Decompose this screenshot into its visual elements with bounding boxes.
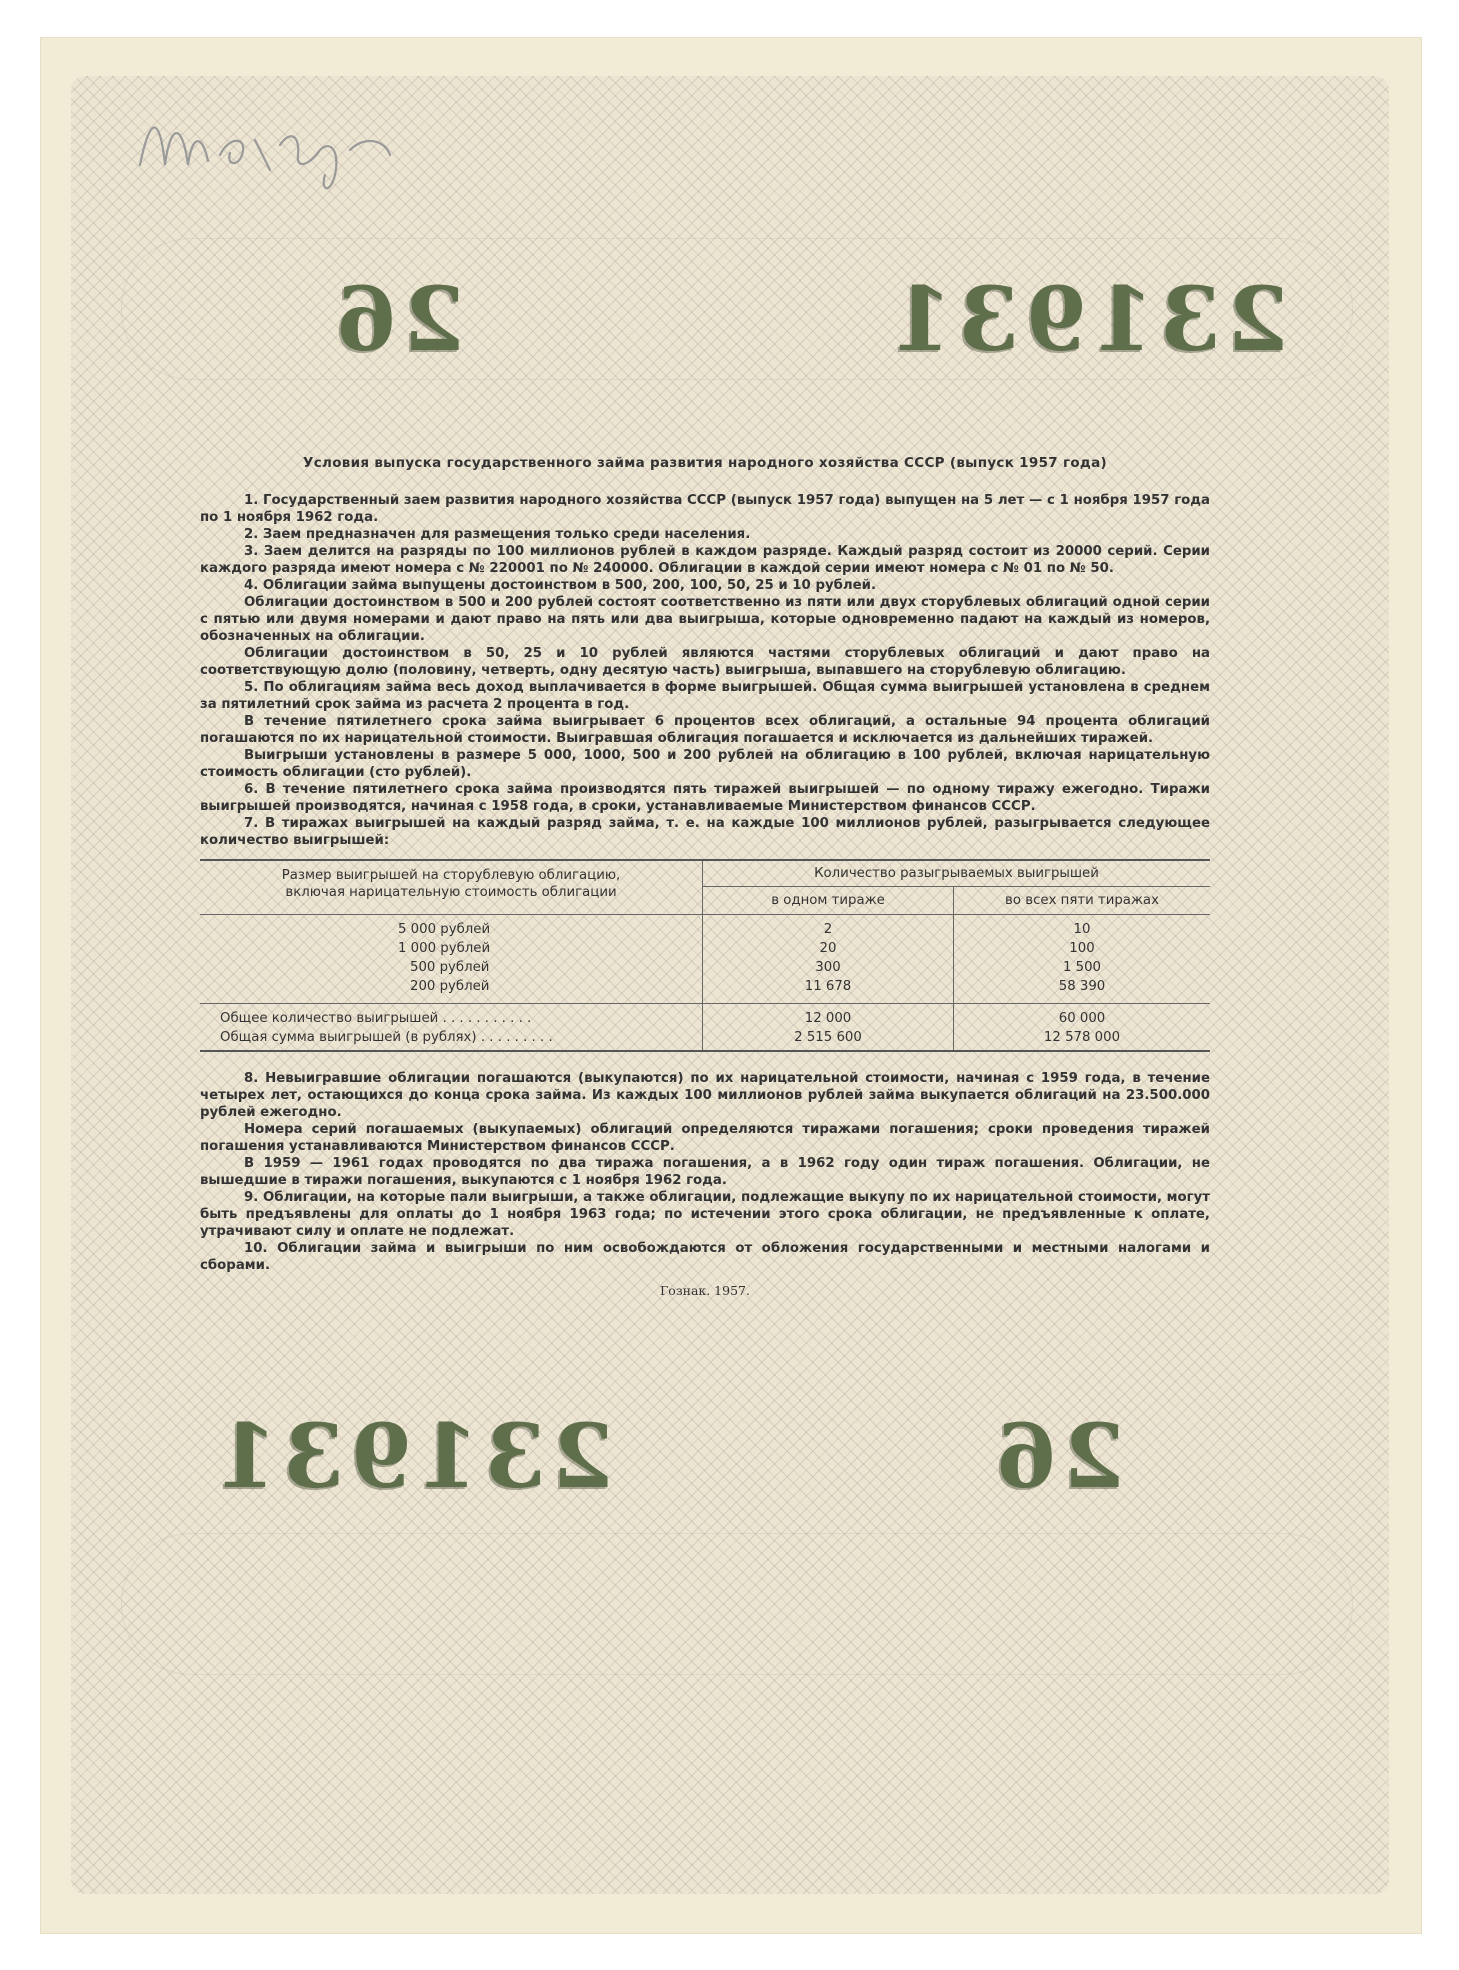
amount-cell: 200 рублей (410, 979, 490, 994)
one-draw-cell: 20 (703, 939, 954, 958)
table-total-row (200, 1028, 1210, 1051)
five-draws-header: во всех пяти тиражах (954, 887, 1211, 915)
paragraph: 9. Облигации, на которые пали выигрыши, а также облигации, подлежащие выкупу по их нарицательной стоимости, могут быть предъявлены для оплаты до 1 ноября 1963 года; по истечении этого срока облигации, не предъявленные к оплате, утрачивают силу и оплате не подлежат. (200, 1190, 1210, 1239)
five-draws-cell: 10 (954, 915, 1211, 940)
table-total-row (200, 1004, 1210, 1029)
table-row (200, 915, 1210, 940)
paragraph: Номера серий погашаемых (выкупаемых) облигаций определяются тиражами погашения; сроки проведения тиражей погашения устанавливаются Министерством финансов СССР. (200, 1122, 1210, 1154)
group-header: Количество разыгрываемых выигрышей (703, 860, 1211, 887)
bond-number-top: 231931 (885, 267, 1289, 371)
paragraph: Облигации достоинством в 50, 25 и 10 рублей являются частями сторублевых облигаций и дают право на соответствующую долю (половину, четверть, одну десятую часть) выигрыша, выпавшего на сторублевую облигацию. (200, 646, 1210, 678)
bond-number-bottom: 231931 (210, 1404, 614, 1508)
amount-header-line: включая нарицательную стоимость облигации (285, 885, 617, 900)
conditions-title: Условия выпуска государственного займа развития народного хозяйства СССР (выпуск 1957 года) (303, 455, 1107, 471)
table-row (200, 958, 1210, 977)
paragraph: 10. Облигации займа и выигрыши по ним освобождаются от обложения государственными и местными налогами и сборами. (200, 1241, 1210, 1273)
handwritten-signature (130, 95, 430, 205)
amount-cell: 1 000 рублей (398, 941, 491, 956)
paragraph: 6. В течение пятилетнего срока займа производятся пять тиражей выигрышей — по одному тиражу ежегодно. Тиражи выигрышей производятся, начиная с 1958 года, в сроки, устанавливаемые Министерством финансов СССР. (200, 782, 1210, 814)
background-band-bottom (121, 1533, 1353, 1675)
total-five-draws: 12 578 000 (954, 1028, 1211, 1051)
one-draw-cell: 11 678 (703, 977, 954, 1004)
total-one-draw: 12 000 (703, 1004, 954, 1029)
paragraph: В течение пятилетнего срока займа выигрывает 6 процентов всех облигаций, а остальные 94 процента облигаций погашаются по их нарицательной стоимости. Выигравшая облигация погашается и исключается из дальнейших тиражей. (200, 714, 1210, 746)
one-draw-cell: 300 (703, 958, 954, 977)
winnings-table (200, 859, 1210, 1052)
series-number-bottom: 26 (990, 1404, 1125, 1508)
paragraph: Выигрыши установлены в размере 5 000, 1000, 500 и 200 рублей на облигацию в 100 рублей, включая нарицательную стоимость облигации (сто рублей). (200, 748, 1210, 780)
paragraph: 7. В тиражах выигрышей на каждый разряд займа, т. е. на каждые 100 миллионов рублей, разыгрывается следующее количество выигрышей: (200, 816, 1210, 848)
paragraph: 2. Заем предназначен для размещения только среди населения. (244, 527, 751, 542)
total-label: Общее количество выигрышей . . . . . . . . . . . (220, 1011, 532, 1026)
series-number-top: 26 (330, 267, 465, 371)
total-label: Общая сумма выигрышей (в рублях) . . . . . . . . . (220, 1030, 553, 1045)
table-row (200, 977, 1210, 1004)
paragraph: 8. Невыигравшие облигации погашаются (выкупаются) по их нарицательной стоимости, начиная с 1959 года, в течение четырех лет, остающихся до конца срока займа. Из каждых 100 миллионов рублей займа выкупается облигаций на 23.500.000 рублей ежегодно. (200, 1071, 1210, 1120)
total-five-draws: 60 000 (954, 1004, 1211, 1029)
amount-header-line: Размер выигрышей на сторублевую облигацию, (281, 868, 621, 883)
paragraph: 1. Государственный заем развития народного хозяйства СССР (выпуск 1957 года) выпущен на 5 лет — с 1 ноября 1957 года по 1 ноября 1962 года. (200, 493, 1210, 525)
total-one-draw: 2 515 600 (703, 1028, 954, 1051)
amount-cell: 5 000 рублей (398, 922, 491, 937)
printer-imprint: Гознак. 1957. (660, 1283, 750, 1298)
paragraph: Облигации достоинством в 500 и 200 рублей состоят соответственно из пяти или двух сторублевых облигаций одной серии с пятью или двумя номерами и дают право на пять или два выигрыша, которые одновременно падают на каждый из номеров, обозначенных на облигации. (200, 595, 1210, 644)
five-draws-cell: 1 500 (954, 958, 1211, 977)
table-row (200, 939, 1210, 958)
paragraph: 3. Заем делится на разряды по 100 миллионов рублей в каждом разряде. Каждый разряд состоит из 20000 серий. Серии каждого разряда имеют номера с № 220001 по № 240000. Облигации в каждой серии имеют номера с № 01 по № 50. (200, 544, 1210, 576)
paragraph: В 1959 — 1961 годах проводятся по два тиража погашения, а в 1962 году один тираж погашения. Облигации, не вышедшие в тиражи погашения, выкупаются с 1 ноября 1962 года. (200, 1156, 1210, 1188)
paragraph: 4. Облигации займа выпущены достоинством в 500, 200, 100, 50, 25 и 10 рублей. (244, 578, 877, 593)
amount-header (200, 860, 703, 915)
conditions-text (200, 455, 1210, 1299)
one-draw-cell: 2 (703, 915, 954, 940)
five-draws-cell: 58 390 (954, 977, 1211, 1004)
one-draw-header: в одном тираже (703, 887, 954, 915)
table-header-row (200, 860, 1210, 887)
five-draws-cell: 100 (954, 939, 1211, 958)
amount-cell: 500 рублей (410, 960, 490, 975)
paragraph: 5. По облигациям займа весь доход выплачивается в форме выигрышей. Общая сумма выигрышей установлена в среднем за пятилетний срок займа из расчета 2 процента в год. (200, 680, 1210, 712)
